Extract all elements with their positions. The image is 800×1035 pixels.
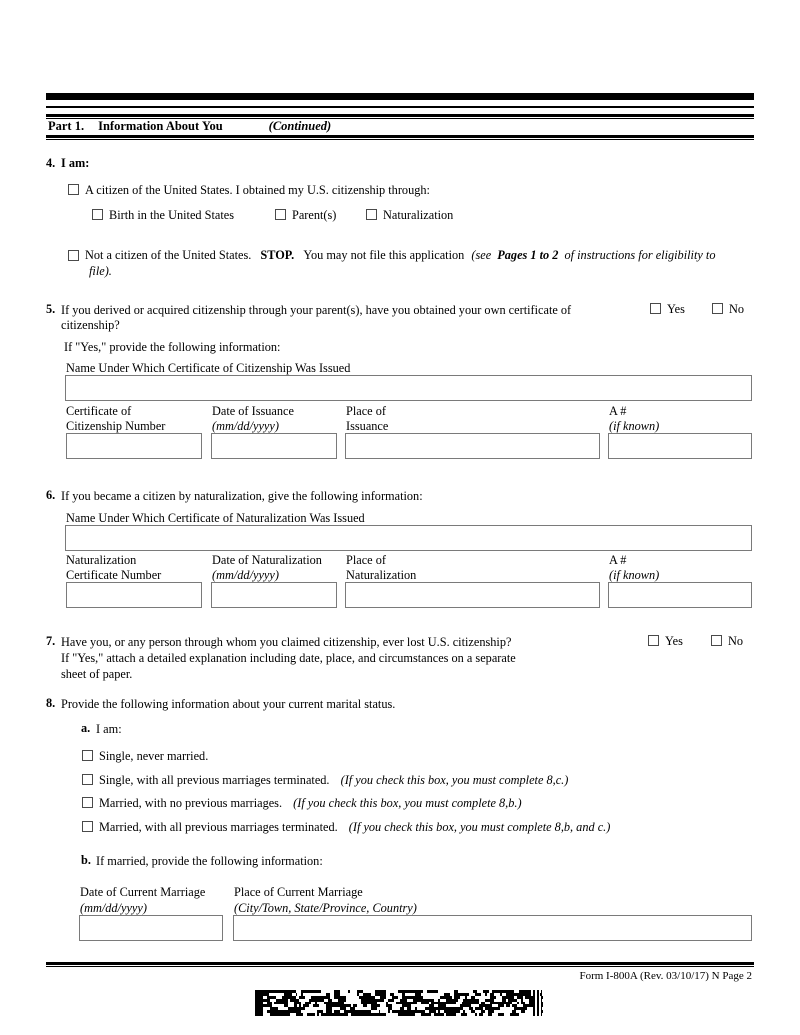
q7-question-line1: Have you, or any person through whom you claimed citizenship, ever lost U.S. citizenship?	[61, 635, 512, 649]
q6-field-3-label-line2: Naturalization	[346, 568, 417, 582]
q8a-option-2-note: (If you check this box, you must complete 8,c.)	[340, 773, 569, 787]
part-title: Information About You	[98, 119, 223, 133]
q8b-field-2-label-line2: (City/Town, State/Province, Country)	[234, 901, 417, 915]
q7-checkbox-no[interactable]	[711, 635, 722, 646]
q8a-option-4-label: Married, with all previous marriages terminated.	[99, 820, 338, 834]
q6-place-of-naturalization-input[interactable]	[345, 582, 600, 608]
q8a-option-3-note: (If you check this box, you must complete 8,b.)	[293, 796, 522, 810]
q5-field-2-label-line1: Date of Issuance	[212, 404, 294, 418]
q4-noncitizen-text-a: Not a citizen of the United States.	[85, 248, 252, 262]
header-black-bar	[46, 93, 754, 100]
q4-checkbox-citizen[interactable]	[68, 184, 79, 195]
q4-noncitizen-italic-b: of instructions for eligibility to	[564, 248, 716, 262]
q8b-place-of-marriage-input[interactable]	[233, 915, 752, 941]
q8a-option-3-row	[99, 795, 522, 811]
q8a-label: I am:	[96, 722, 122, 736]
q5-question-line1: If you derived or acquired citizenship through your parent(s), have you obtained your own certificate of	[61, 303, 572, 317]
q6-field-2-label-line1: Date of Naturalization	[212, 553, 322, 567]
q5-name-field-label: Name Under Which Certificate of Citizenship Was Issued	[66, 361, 351, 375]
q5-field-1-label-line1: Certificate of	[66, 404, 132, 418]
q6-field-1-label-line1: Naturalization	[66, 553, 137, 567]
q8a-option-1-label: Single, never married.	[99, 749, 209, 763]
q5-field-4-label-line2: (if known)	[609, 419, 660, 433]
q4-checkbox-birth-us[interactable]	[92, 209, 103, 220]
q5-field-2-label-line2: (mm/dd/yyyy)	[212, 419, 279, 433]
q5-a-number-input[interactable]	[608, 433, 752, 459]
q8a-option-4-note: (If you check this box, you must complete 8,b, and c.)	[348, 820, 611, 834]
q8b-label: If married, provide the following information:	[96, 854, 323, 868]
q4-option-noncitizen-line1	[85, 247, 715, 263]
q4-checkbox-parents[interactable]	[275, 209, 286, 220]
q5-checkbox-yes[interactable]	[650, 303, 661, 314]
q6-field-1-label-line2: Certificate Number	[66, 568, 162, 582]
q5-name-field-input[interactable]	[65, 375, 752, 401]
q8b-date-of-marriage-input[interactable]	[79, 915, 223, 941]
q6-number: 6.	[46, 488, 56, 502]
q7-question-line2: If "Yes," attach a detailed explanation including date, place, and circumstances on a separate	[61, 651, 516, 665]
q7-question-line3: sheet of paper.	[61, 667, 133, 681]
q5-question-line2: citizenship?	[61, 318, 120, 332]
q8a-option-2-row	[99, 772, 568, 788]
q4-checkbox-naturalization[interactable]	[366, 209, 377, 220]
part-number: Part 1.	[48, 119, 85, 133]
footer-rule	[46, 962, 754, 965]
q5-certificate-number-input[interactable]	[66, 433, 202, 459]
q8a-checkbox-married-terminated[interactable]	[82, 821, 93, 832]
header-thin-rule	[46, 106, 754, 108]
q5-field-4-label-line1: A #	[609, 404, 627, 418]
q4-noncitizen-text-b: You may not file this application	[303, 248, 465, 262]
q8b-field-2-label-line1: Place of Current Marriage	[234, 885, 363, 899]
q6-naturalization-certificate-number-input[interactable]	[66, 582, 202, 608]
q6-question: If you became a citizen by naturalization, give the following information:	[61, 489, 423, 503]
q4-checkbox-not-citizen[interactable]	[68, 250, 79, 261]
part-header-bottom-rule	[46, 135, 754, 138]
q8b-field-1-label-line1: Date of Current Marriage	[80, 885, 206, 899]
q5-no-label: No	[729, 302, 745, 316]
q4-noncitizen-pages-ref: Pages 1 to 2	[497, 248, 559, 262]
part-continued-label: (Continued)	[268, 119, 332, 133]
q5-field-1-label-line2: Citizenship Number	[66, 419, 166, 433]
q4-suboption-parents-label: Parent(s)	[292, 208, 337, 222]
q5-place-of-issuance-input[interactable]	[345, 433, 600, 459]
q4-label: I am:	[61, 156, 90, 170]
q8a-checkbox-married-no-previous[interactable]	[82, 797, 93, 808]
q6-field-3-label-line1: Place of	[346, 553, 386, 567]
q5-if-yes-text: If "Yes," provide the following information:	[64, 340, 281, 354]
q8-number: 8.	[46, 696, 56, 710]
q4-number: 4.	[46, 156, 56, 170]
q6-name-field-label: Name Under Which Certificate of Naturalization Was Issued	[66, 511, 365, 525]
q8a-option-4-row	[99, 819, 610, 835]
q5-field-3-label-line1: Place of	[346, 404, 386, 418]
q6-field-4-label-line2: (if known)	[609, 568, 660, 582]
q4-option-noncitizen-line2: file).	[89, 264, 112, 278]
q8b-field-1-label-line2: (mm/dd/yyyy)	[80, 901, 147, 915]
q8-question: Provide the following information about your current marital status.	[61, 697, 396, 711]
q5-yes-label: Yes	[667, 302, 685, 316]
q8b-letter: b.	[81, 853, 91, 867]
q5-number: 5.	[46, 302, 56, 316]
q6-date-of-naturalization-input[interactable]	[211, 582, 337, 608]
q7-no-label: No	[728, 634, 744, 648]
q6-field-4-label-line1: A #	[609, 553, 627, 567]
footer-form-info: Form I-800A (Rev. 03/10/17) N Page 2	[579, 970, 752, 982]
q7-checkbox-yes[interactable]	[648, 635, 659, 646]
q4-noncitizen-italic-a: (see	[471, 248, 492, 262]
q4-suboption-birth-label: Birth in the United States	[109, 208, 235, 222]
q6-field-2-label-line2: (mm/dd/yyyy)	[212, 568, 279, 582]
q5-checkbox-no[interactable]	[712, 303, 723, 314]
q8a-checkbox-single-never-married[interactable]	[82, 750, 93, 761]
q4-noncitizen-stop: STOP.	[260, 248, 295, 262]
pdf417-barcode	[255, 990, 545, 1016]
q4-suboption-naturalization-label: Naturalization	[383, 208, 454, 222]
q8a-option-3-label: Married, with no previous marriages.	[99, 796, 283, 810]
part-header	[48, 118, 331, 135]
q6-a-number-input[interactable]	[608, 582, 752, 608]
q4-option-citizen-label: A citizen of the United States. I obtained my U.S. citizenship through:	[85, 183, 430, 197]
q8a-checkbox-single-terminated[interactable]	[82, 774, 93, 785]
q6-name-field-input[interactable]	[65, 525, 752, 551]
q8a-option-2-label: Single, with all previous marriages terminated.	[99, 773, 330, 787]
q7-yes-label: Yes	[665, 634, 683, 648]
q5-field-3-label-line2: Issuance	[346, 419, 389, 433]
q5-date-of-issuance-input[interactable]	[211, 433, 337, 459]
q8a-letter: a.	[81, 721, 91, 735]
q7-number: 7.	[46, 634, 56, 648]
